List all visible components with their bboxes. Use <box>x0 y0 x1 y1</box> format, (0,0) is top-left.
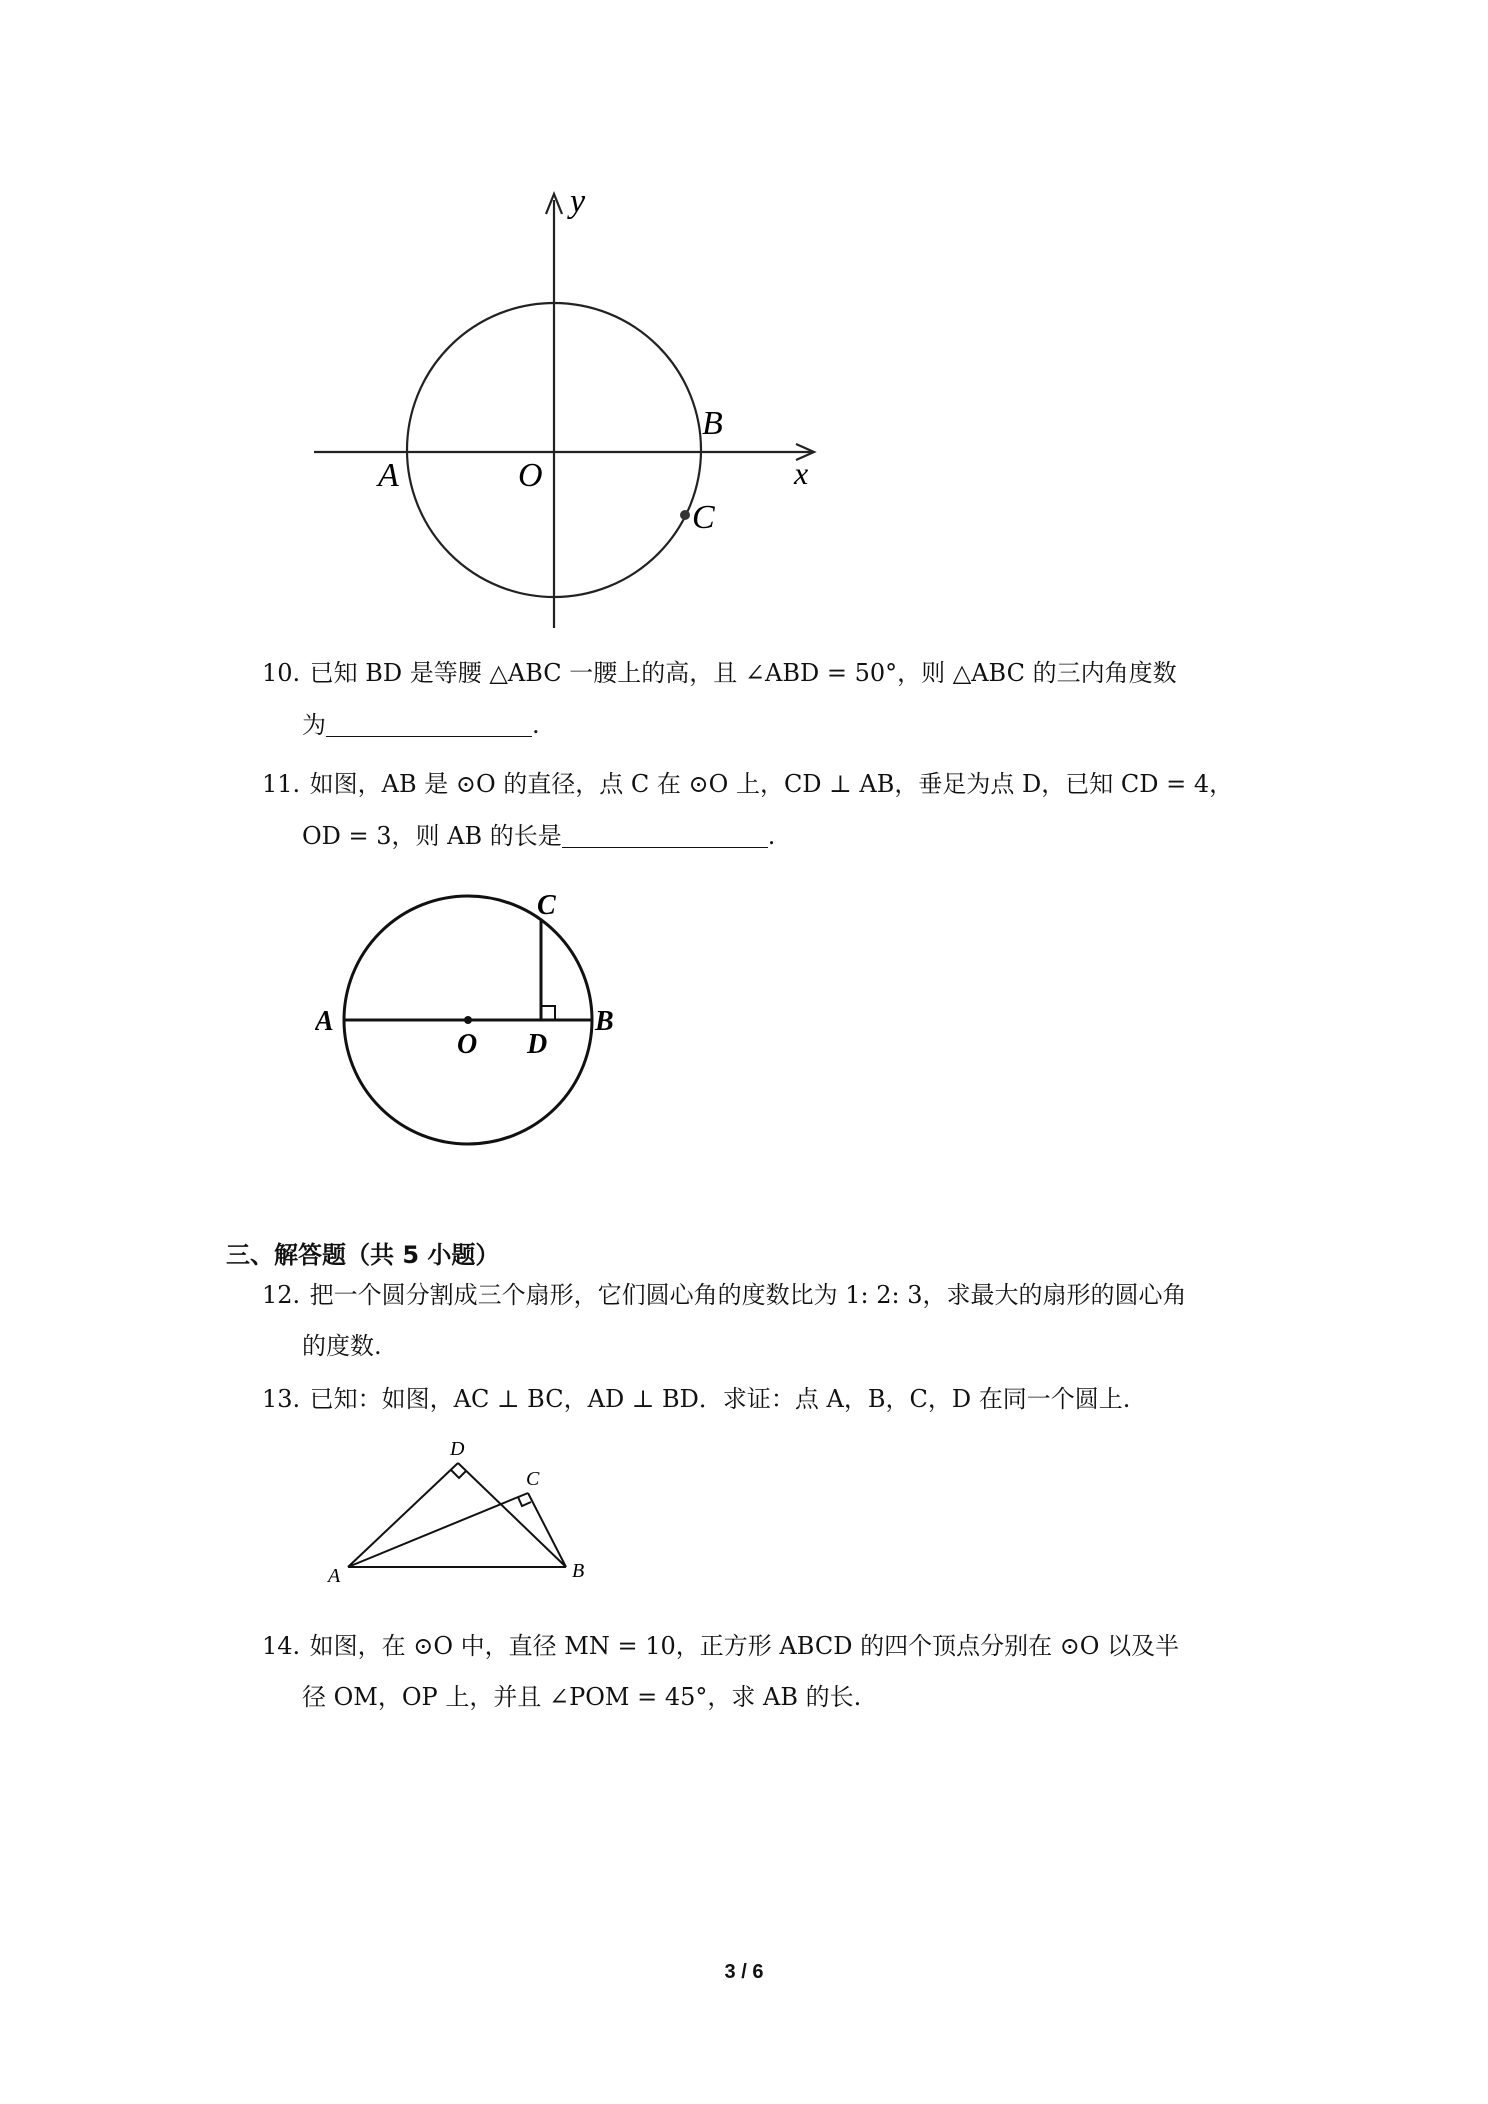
segment-ac <box>348 1493 528 1567</box>
label-o: O <box>518 457 543 494</box>
section-title: 三、解答题（共 5 小题） <box>226 1241 500 1269</box>
q10-line2 <box>302 708 540 742</box>
q14-text-line2: 径 OM，OP 上，并且 ∠POM = 45°，求 AB 的长. <box>302 1683 862 1711</box>
q14-number: 14. <box>262 1632 301 1660</box>
label-a-3: A <box>328 1565 341 1585</box>
label-d-2: D <box>527 1029 548 1060</box>
label-a-2: A <box>315 1006 334 1037</box>
q11-text-prefix: OD = 3，则 AB 的长是 <box>302 822 562 850</box>
label-c-3: C <box>526 1468 540 1490</box>
q12-text-line1: 把一个圆分割成三个扇形，它们圆心角的度数比为 1: 2: 3，求最大的扇形的圆心角 <box>309 1281 1187 1309</box>
right-angle-mark <box>541 1006 555 1020</box>
label-d-3: D <box>450 1438 465 1460</box>
q10-number: 10. <box>262 659 301 687</box>
label-o-2: O <box>457 1029 478 1060</box>
label-x: x <box>794 455 809 491</box>
q10-text-prefix: 为 <box>302 711 326 739</box>
point-c <box>680 510 690 520</box>
q11-number: 11. <box>262 770 301 798</box>
label-y: y <box>570 183 586 220</box>
q12-text-line2: 的度数. <box>302 1332 382 1360</box>
q11-line2 <box>302 819 775 853</box>
q13-line1 <box>262 1382 1130 1416</box>
q14-text-line1: 如图，在 ⊙O 中，直径 MN = 10，正方形 ABCD 的四个顶点分别在 ⊙O 以及半 <box>309 1632 1180 1660</box>
page-number: 3 / 6 <box>724 1961 764 1983</box>
q11-text-line1: 如图，AB 是 ⊙O 的直径，点 C 在 ⊙O 上，CD ⊥ AB，垂足为点 D，已知 CD = 4， <box>309 770 1234 798</box>
segment-ad <box>348 1463 458 1567</box>
label-b-3: B <box>572 1560 585 1582</box>
label-c-2: C <box>537 890 556 921</box>
figure-circle-axes <box>300 180 840 640</box>
label-a: A <box>378 457 399 494</box>
q13-text-line1: 已知：如图，AC ⊥ BC，AD ⊥ BD．求证：点 A，B，C，D 在同一个圆上. <box>309 1385 1131 1413</box>
center-point <box>464 1016 472 1024</box>
q10-text-suffix: . <box>532 711 540 739</box>
segment-cb <box>528 1493 566 1567</box>
label-b-2: B <box>595 1006 614 1037</box>
q10-answer-blank[interactable] <box>326 712 532 737</box>
figure-circle-diameter <box>315 880 635 1170</box>
q13-number: 13. <box>262 1385 301 1413</box>
q11-answer-blank[interactable] <box>562 823 768 848</box>
q12-number: 12. <box>262 1281 301 1309</box>
label-b: B <box>702 405 723 442</box>
right-angle-mark-d <box>451 1470 466 1478</box>
q11-line1 <box>262 767 1233 801</box>
q12-line1 <box>262 1278 1187 1312</box>
q11-text-suffix: . <box>767 822 776 850</box>
q12-line2 <box>302 1329 382 1363</box>
label-c: C <box>692 499 715 536</box>
right-angle-mark-c <box>518 1497 531 1506</box>
figure-triangles <box>320 1435 620 1585</box>
q14-line1 <box>262 1629 1179 1663</box>
q14-line2 <box>302 1680 861 1714</box>
q10-text-line1: 已知 BD 是等腰 △ABC 一腰上的高，且 ∠ABD = 50°，则 △ABC 的三内角度数 <box>309 659 1177 687</box>
q10-line1 <box>262 656 1177 690</box>
